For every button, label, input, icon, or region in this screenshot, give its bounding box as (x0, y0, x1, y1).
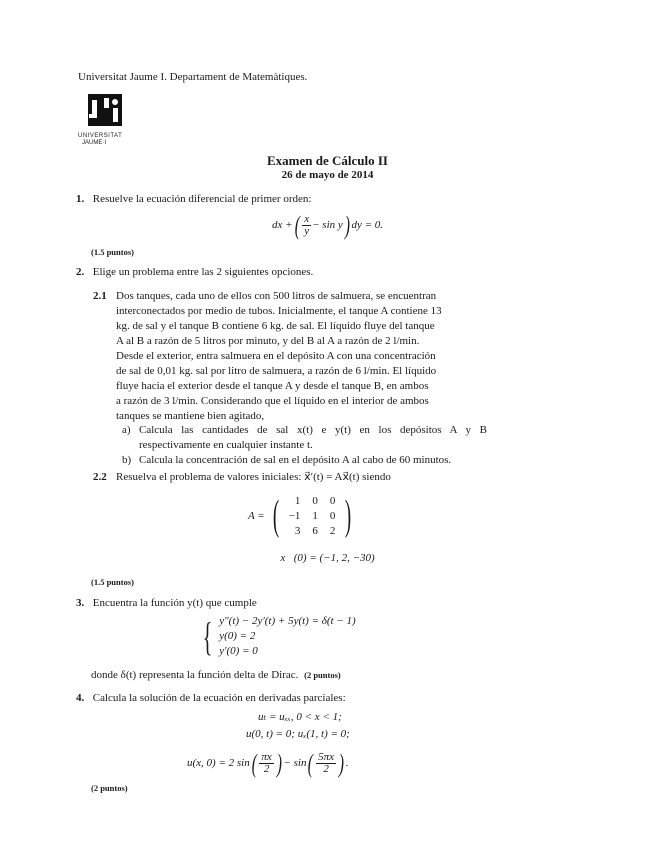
q3-after-text: donde δ(t) representa la función delta de Dirac. (91, 669, 299, 681)
q3-eq: y(0) = 2 (219, 630, 256, 642)
logo-text-line1: UNIVERSITAT (78, 133, 123, 139)
matrix-a (283, 494, 342, 539)
exam-date: 26 de mayo de 2014 (281, 169, 374, 181)
q2-opt1-line: de sal de 0,01 kg. sal por litro de salmuera, a razón de 6 l/min. El líquido (116, 365, 437, 377)
q2-opt1-line: fluye hacia el exterior desde el tanque A y desde el tanque B, en ambos (116, 380, 429, 392)
q4-line (76, 691, 346, 706)
q2-opt1-line: tanques se mantiene bien agitado, (116, 410, 265, 422)
q1-eq-end: dy = 0. (351, 218, 383, 231)
q3-text: Encuentra la función y(t) que cumple (92, 597, 257, 609)
q1-fraction (302, 214, 311, 237)
q2-opt1-paragraph (116, 289, 487, 424)
q4-frac2-den: 2 (323, 762, 329, 775)
q1-number: 1. (76, 193, 85, 205)
q4-frac2-num: 5πx (318, 750, 335, 763)
q4-eq3: u(x, 0) = 2 sin ( $\frac{\pi x}{2}$ ) − sin ( $\frac{5\pi x}{2}$ ) . (187, 748, 349, 778)
q4-eq1: uₜ = uₓₓ, 0 < x < 1; (258, 711, 342, 723)
q1-eq-start: dx + (271, 218, 293, 231)
q1-text: Resuelve la ecuación diferencial de primer orden: (92, 193, 312, 205)
matrix-cell: 6 (312, 525, 318, 537)
matrix-cell: 3 (294, 525, 301, 537)
q3-number: 3. (76, 597, 85, 609)
q2-text: Elige un problema entre las 2 siguientes opciones. (92, 266, 314, 278)
q4-fraction2 (316, 752, 336, 775)
q4-text: Calcula la solución de la ecuación en derivadas parciales: (92, 692, 346, 704)
exam-title: Examen de Cálculo II (267, 153, 388, 168)
q2-opt1-line: interconectados por medio de tubos. Inicialmente, el tanque A contiene 13 (116, 305, 442, 317)
q4-fraction1 (259, 752, 273, 775)
q1-equation: dx + ( $\frac{x}{y}$ − sin y ) dy = 0. (271, 210, 383, 240)
q2-matrix-equation: A = ( 1 0 0 −1 1 0 3 6 2 ) (248, 493, 352, 539)
q3-after (91, 668, 341, 683)
matrix-cell: −1 (288, 510, 301, 522)
q2-opt1-line: Desde el exterior, entra salmuera en el depósito A con una concentración (116, 350, 436, 362)
matrix-cell: 2 (329, 525, 336, 537)
matrix-cell: 0 (329, 510, 336, 522)
q2-opt1-line: kg. de sal y el tanque B contiene 6 kg. de sal. El líquido fluye del tanque (116, 320, 435, 332)
q4-eq3-mid: − sin (283, 756, 307, 769)
matrix-label: A = (248, 510, 265, 522)
q1-points: (1.5 puntos) (91, 247, 134, 257)
q2-opt1-line: Dos tanques, cada uno de ellos con 500 litros de salmuera, se encuentran (116, 290, 437, 302)
q2-opt1-a-label: a) (122, 424, 131, 436)
matrix-cell: 1 (294, 495, 301, 507)
q3-eq: y′(0) = 0 (219, 645, 258, 657)
university-logo (78, 94, 132, 144)
q2-opt1-a-line2: respectivamente en cualquier instante t. (139, 439, 313, 451)
q2-opt1-b-text: Calcula la concentración de sal en el depósito A al cabo de 60 minutos. (139, 454, 452, 466)
q4-frac1-num: πx (261, 750, 272, 763)
matrix-cell: 0 (329, 495, 336, 507)
q3-line (76, 596, 257, 611)
q1-eq-mid: − sin y (312, 218, 343, 231)
q4-frac1-den: 2 (263, 762, 270, 775)
q3-points: (2 puntos) (304, 670, 341, 680)
q2-number: 2. (76, 266, 85, 278)
q2-opt2-number: 2.2 (93, 471, 107, 483)
q3-system: { y″(t) − 2y′(t) + 5y(t) = δ(t − 1) y(0) = 2 y′(0) = 0 (202, 613, 356, 659)
institution-header: Universitat Jaume I. Departament de Matemàtiques. (78, 71, 308, 83)
q2-opt1-number: 2.1 (93, 290, 107, 302)
q1-frac-num: x (304, 212, 310, 225)
matrix-cell: 0 (312, 495, 318, 507)
q2-opt1-a-line1: Calcula las cantidades de sal x(t) e y(t) en los depósitos A y B (139, 424, 487, 436)
q2-line (76, 265, 313, 280)
q1-frac-den: y (304, 224, 310, 237)
q3-eq: y″(t) − 2y′(t) + 5y(t) = δ(t − 1) (219, 615, 356, 627)
logo-emblem-icon (78, 94, 132, 128)
matrix-cell: 1 (312, 510, 318, 522)
q2-opt2-text: Resuelva el problema de valores iniciales: x⃗′(t) = Ax⃗(t) siendo (116, 471, 391, 483)
q4-number: 4. (76, 692, 85, 704)
q4-eq3-end: . (345, 756, 349, 769)
q4-points: (2 puntos) (91, 783, 128, 793)
q2-points: (1.5 puntos) (91, 577, 134, 587)
q2-initial-condition: x⃗(0) = (−1, 2, −30) (280, 552, 375, 564)
q3-system-equations (219, 614, 355, 659)
q2-opt1-b-label: b) (122, 454, 132, 466)
q2-opt1-line: a razón de 3 l/min. Considerando que el líquido en el interior de ambos (116, 395, 429, 407)
q4-eq3-start: u(x, 0) = 2 sin (187, 756, 250, 769)
q1-line (76, 192, 311, 207)
q2-opt1-a (139, 423, 487, 453)
q4-eq2: u(0, t) = 0; uₓ(1, t) = 0; (246, 728, 350, 740)
q2-opt1-line: A al B a razón de 5 litros por minuto, y del B al A a razón de 2 l/min. (116, 335, 420, 347)
logo-text-line2: JAUME·I (82, 140, 106, 146)
